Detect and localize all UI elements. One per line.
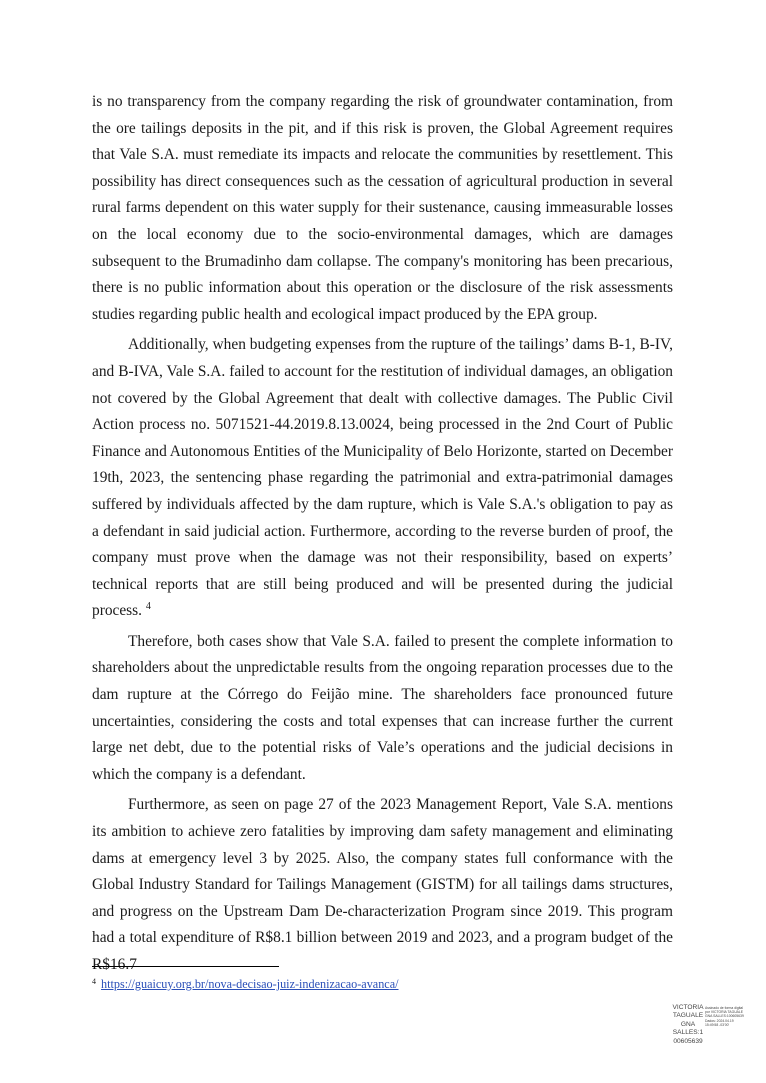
- footnote-reference[interactable]: 4: [145, 601, 151, 613]
- paragraph-4: Furthermore, as seen on page 27 of the 2023 Management Report, Vale S.A. mentions its ambition to achieve zero fatalities by improving dam safety management and eliminating dams at emergency level 3 by 2025. Also, the company states full conformance with the Global Industry Standard for Tailings Management (GISTM) for all tailings dams structures, and progress on the Upstream Dam De-characterization Program since 2019. This program had a total expenditure of R$8.1 billion between 2019 and 2023, and a program budget of the R$16.7: [92, 796, 673, 973]
- footnote-number: 4: [92, 977, 96, 986]
- signature-name: VICTORIA TAGUALE GNA SALLES:1 00605639: [672, 1004, 704, 1045]
- footnote-divider: [92, 966, 279, 967]
- paragraph-2-text: Additionally, when budgeting expenses from the rupture of the tailings’ dams B-1, B-IV, and B-IVA, Vale S.A. failed to account for the restitution of individual damages, an obligation not covered by the Global Agreement that dealt with collective damages. The Public Civil Action process no. 5071521-44.2019.8.13.0024, being processed in the 2nd Court of Public Finance and Autonomous Entities of the Municipality of Belo Horizonte, started on December 19th, 2023, the sentencing phase regarding the patrimonial and extra-patrimonial damages suffered by individuals affected by the dam rupture, which is Vale S.A.'s obligation to pay as a defendant in said judicial action. Furthermore, according to the reverse burden of proof, the company must prove when the damage was not their responsibility, based on experts’ technical reports that are still being produced and will be presented during the judicial process.: [92, 336, 673, 620]
- paragraph-2: [92, 332, 673, 625]
- footnote: [92, 974, 652, 992]
- paragraph-1: is no transparency from the company regarding the risk of groundwater contamination, from the ore tailings deposits in the pit, and if this risk is proven, the Global Agreement requires that Vale S.A. must remediate its impacts and relocate the communities by resettlement. This possibility has direct consequences such as the cessation of agricultural production in several rural farms dependent on this water supply for their sustenance, causing immeasurable losses on the local economy due to the socio-environmental damages, which are damages subsequent to the Brumadinho dam collapse. The company's monitoring has been precarious, there is no public information about this operation or the disclosure of the risk assessments studies regarding public health and ecological impact produced by the EPA group.: [92, 93, 673, 323]
- footnote-link[interactable]: https://guaicuy.org.br/nova-decisao-juiz-indenizacao-avanca/: [101, 977, 399, 991]
- digital-signature-stamp: [672, 1004, 742, 1048]
- body-text: [92, 89, 673, 983]
- signature-detail: Assinado de forma digital por VICTORIA TAGUALE GNA SALLES:100605639 Dados: 2024.04.19 15:49:58 -03'00': [705, 1006, 744, 1027]
- paragraph-3: Therefore, both cases show that Vale S.A. failed to present the complete information to shareholders about the unpredictable results from the ongoing reparation processes due to the dam rupture at the Córrego do Feijão mine. The shareholders face pronounced future uncertainties, considering the costs and total expenses that can increase further the current large net debt, due to the potential risks of Vale’s operations and the judicial decisions in which the company is a defendant.: [92, 632, 673, 783]
